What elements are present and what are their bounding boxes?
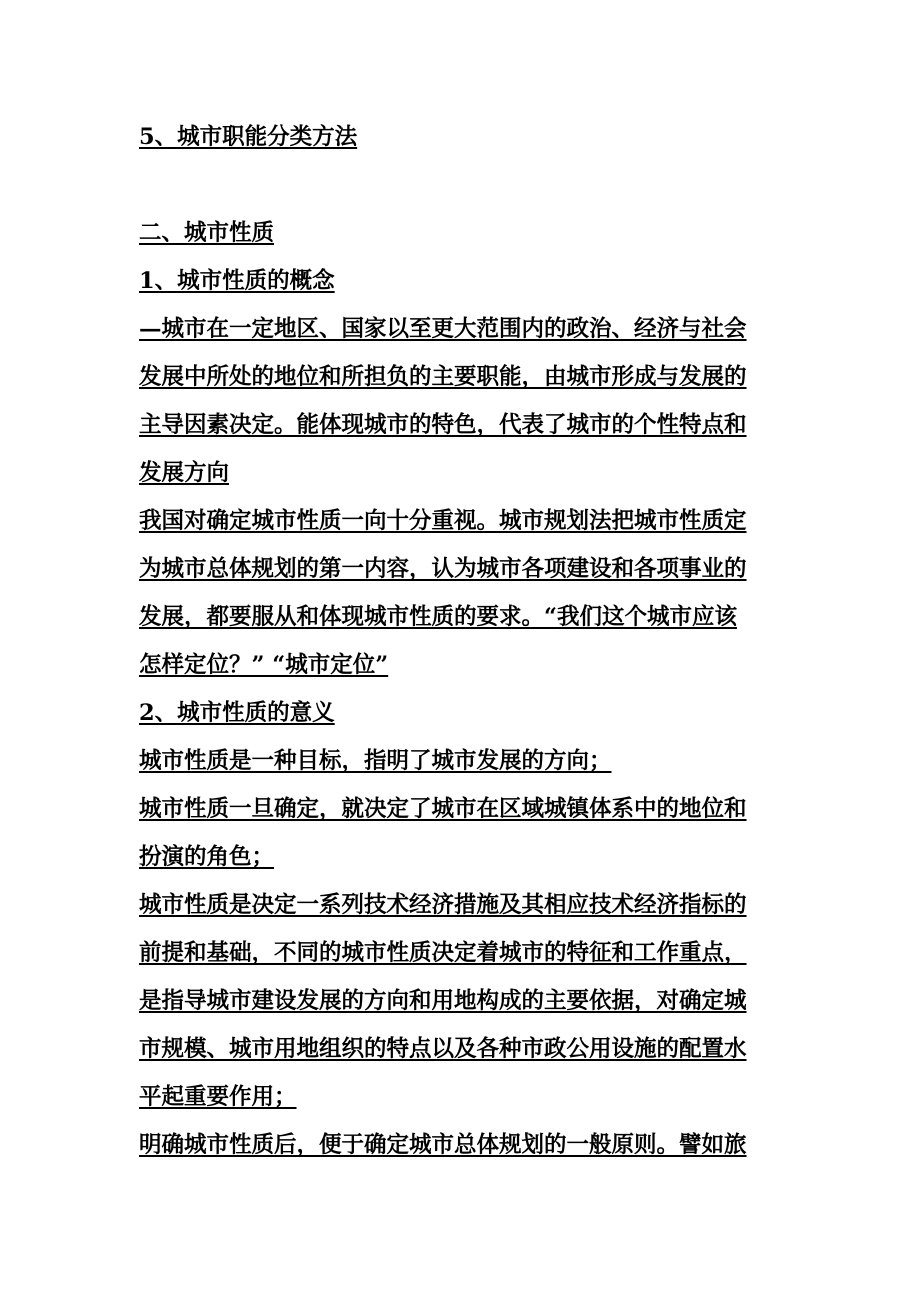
section-heading-city-nature-concept: 1、城市性质的概念 (139, 268, 335, 294)
section-heading-city-nature-significance: 2、城市性质的意义 (139, 700, 335, 726)
paragraph-line: 城市性质一旦确定，就决定了城市在区域城镇体系中的地位和 (139, 796, 747, 822)
paragraph-line: 是指导城市建设发展的方向和用地构成的主要依据，对确定城 (139, 988, 747, 1014)
paragraph-line: —城市在一定地区、国家以至更大范围内的政治、经济与社会 (139, 316, 747, 342)
paragraph-line: 发展方向 (139, 460, 230, 486)
paragraph-line: 城市性质是一种目标，指明了城市发展的方向； (139, 748, 612, 774)
section-heading-city-function-classification: 5、城市职能分类方法 (139, 124, 358, 150)
paragraph-line: 主导因素决定。能体现城市的特色，代表了城市的个性特点和 (139, 412, 747, 438)
paragraph-line: 明确城市性质后，便于确定城市总体规划的一般原则。譬如旅 (139, 1132, 747, 1158)
paragraph-line: 前提和基础，不同的城市性质决定着城市的特征和工作重点， (139, 940, 747, 966)
paragraph-line: 怎样定位？” “城市定位” (139, 652, 389, 678)
paragraph-line: 扮演的角色； (139, 844, 275, 870)
paragraph-line: 平起重要作用； (139, 1084, 297, 1110)
paragraph-line: 城市性质是决定一系列技术经济措施及其相应技术经济指标的 (139, 892, 747, 918)
paragraph-line: 发展中所处的地位和所担负的主要职能，由城市形成与发展的 (139, 364, 747, 390)
paragraph-line: 为城市总体规划的第一内容，认为城市各项建设和各项事业的 (139, 556, 747, 582)
paragraph-line: 发展，都要服从和体现城市性质的要求。“我们这个城市应该 (139, 604, 737, 630)
paragraph-line: 我国对确定城市性质一向十分重视。城市规划法把城市性质定 (139, 508, 747, 534)
paragraph-line: 市规模、城市用地组织的特点以及各种市政公用设施的配置水 (139, 1036, 747, 1062)
chapter-heading-city-nature: 二、城市性质 (139, 220, 275, 246)
